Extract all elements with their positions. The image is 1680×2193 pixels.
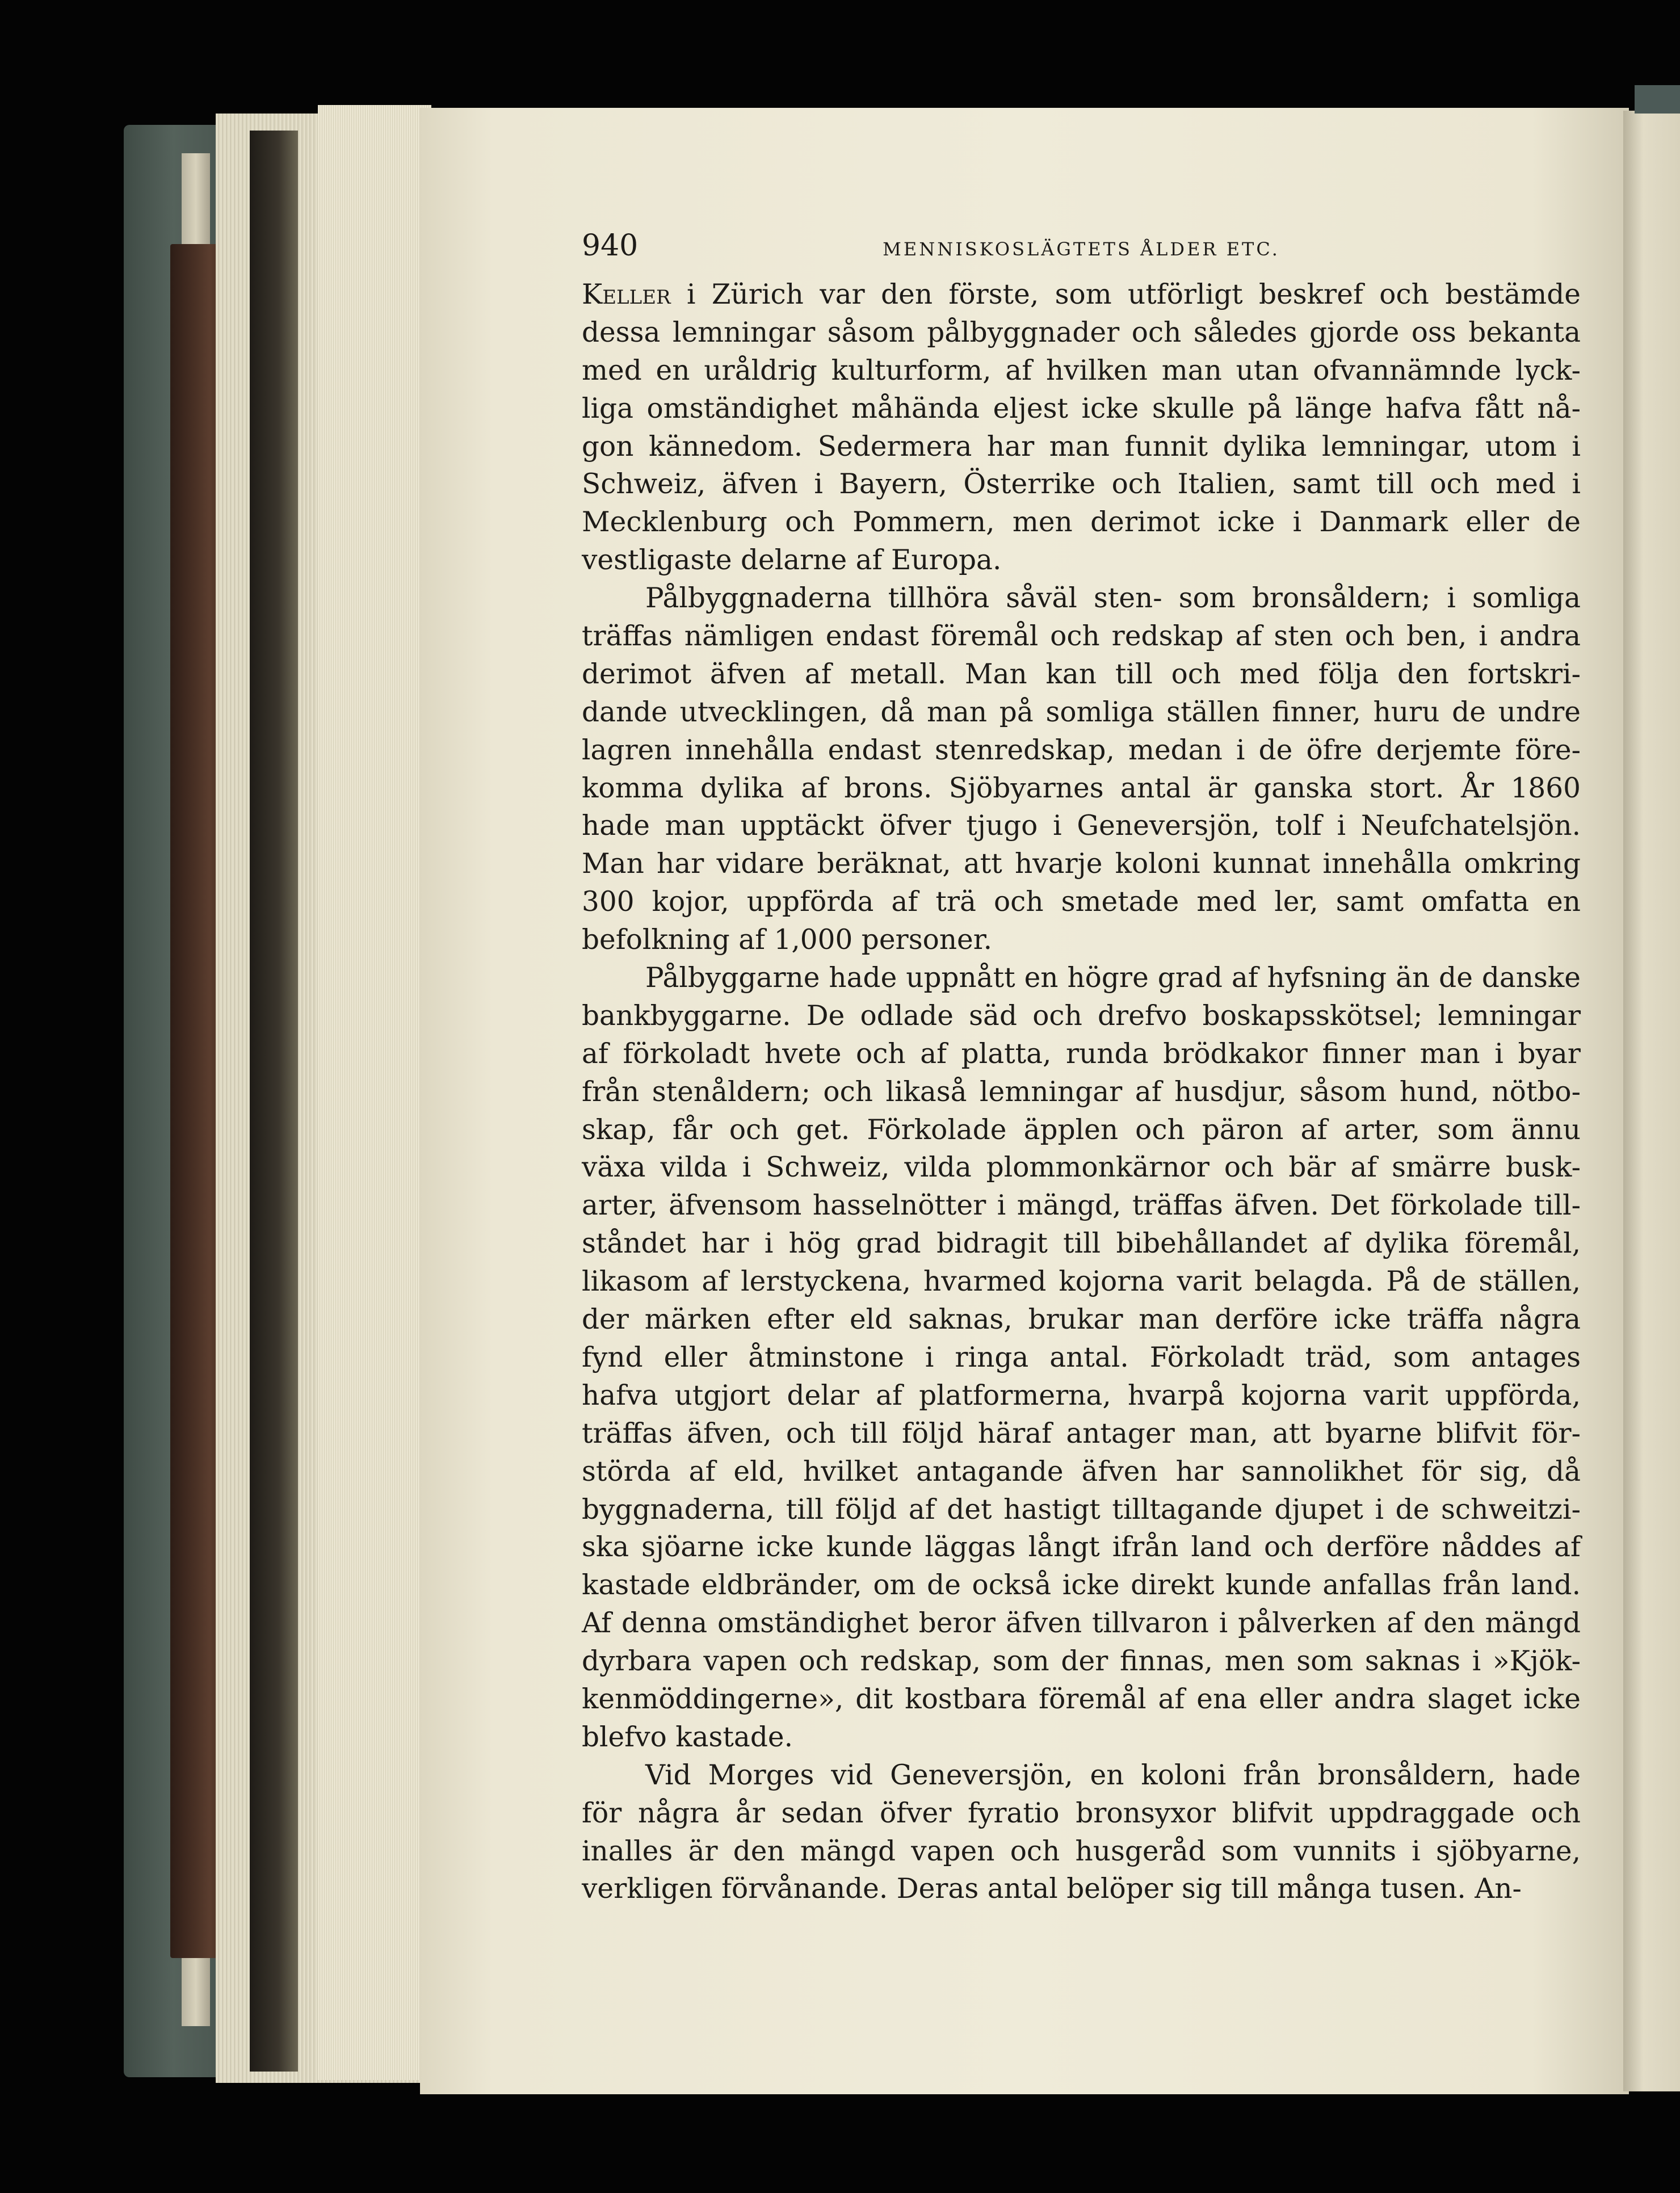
line-text: träffas äfven, och till följd häraf antager man, att byarne blifvit för-: [582, 1417, 1581, 1450]
line-text: hade man upptäckt öfver tjugo i Geneversjön, tolf i Neufchatelsjön.: [582, 810, 1581, 842]
line-text: gon kännedom. Sedermera har man funnit dylika lemningar, utom i: [582, 430, 1581, 463]
text-line: [582, 997, 1581, 1035]
line-text: störda af eld, hvilket antagande äfven har sannolikhet för sig, då: [582, 1455, 1581, 1488]
text-line: [582, 1415, 1581, 1453]
text-line: [582, 465, 1581, 503]
line-text: kastade eldbränder, om de också icke direkt kunde anfallas från land.: [582, 1569, 1581, 1602]
text-line: [582, 1604, 1581, 1642]
line-text: i Zürich var den förste, som utförligt beskref och bestämde: [670, 279, 1581, 310]
line-text: Vid Morges vid Geneversjön, en koloni från bronsåldern, hade: [645, 1759, 1581, 1791]
text-line: [582, 770, 1581, 808]
page-stack-edges: [318, 105, 431, 2080]
line-text: växa vilda i Schweiz, vilda plommonkärnor och bär af smärre busk-: [582, 1152, 1581, 1184]
line-text: verkligen förvånande. Deras antal belöper sig till många tusen. An-: [582, 1873, 1522, 1905]
line-text: lagren innehålla endast stenredskap, medan i de öfre derjemte före-: [582, 734, 1581, 766]
line-text: Af denna omständighet beror äfven tillvaron i pålverken af den mängd: [582, 1607, 1581, 1640]
text-line: [582, 1491, 1581, 1529]
text-line: [582, 390, 1581, 428]
text-line: [582, 1111, 1581, 1149]
line-text: Man har vidare beräknat, att hvarje koloni kunnat innehålla omkring: [582, 848, 1581, 880]
line-text: för några år sedan öfver fyratio bronsyxor blifvit uppdraggade och: [582, 1797, 1581, 1829]
paragraph: [582, 276, 1581, 579]
text-line: [582, 1566, 1581, 1604]
text-line: [582, 883, 1581, 921]
line-text: med en uråldrig kulturform, af hvilken man utan ofvannämnde lyck-: [582, 354, 1581, 386]
line-text: likasom af lerstyckena, hvarmed kojorna varit belagda. På de ställen,: [582, 1266, 1581, 1298]
text-line: [582, 1187, 1581, 1225]
line-text: Schweiz, äfven i Bayern, Österrike och Italien, samt till och med i: [582, 468, 1581, 501]
text-line: [582, 276, 1581, 314]
book-cover-right: [1635, 85, 1680, 114]
text-line: [582, 1149, 1581, 1187]
text-line: [582, 579, 1581, 617]
text-line: [582, 1073, 1581, 1111]
line-text: ståndet har i hög grad bidragit till bibehållandet af dylika föremål,: [582, 1228, 1581, 1260]
line-text: dyrbara vapen och redskap, som der finnas, men som saknas i »Kjök-: [582, 1645, 1581, 1678]
page-number: 940: [582, 229, 639, 263]
line-text: kenmöddingerne», dit kostbara föremål af ena eller andra slaget icke: [582, 1683, 1581, 1715]
running-head: [582, 226, 1581, 266]
line-text: komma dylika af brons. Sjöbyarnes antal är ganska stort. År 1860: [582, 772, 1581, 804]
text-line: [582, 1528, 1581, 1566]
text-line: [582, 503, 1581, 541]
line-text: Mecklenburg och Pommern, men derimot icke i Danmark eller de: [582, 506, 1581, 539]
text-line: [582, 1377, 1581, 1415]
text-line: [582, 1339, 1581, 1377]
line-text: befolkning af 1,000 personer.: [582, 924, 993, 956]
page-text: [582, 226, 1581, 1908]
page-stack-shadow: [250, 131, 298, 2072]
text-line: [582, 428, 1581, 466]
author-name: Keller: [582, 279, 671, 310]
line-text: 300 kojor, uppförda af trä och smetade med ler, samt omfatta en: [582, 886, 1581, 918]
facing-page-edge: [1623, 111, 1680, 2091]
line-text: Pålbyggnaderna tillhöra såväl sten- som bronsåldern; i somliga: [645, 582, 1581, 615]
line-text: från stenåldern; och likaså lemningar af husdjur, såsom hund, nötbo-: [582, 1076, 1581, 1108]
line-text: bankbyggarne. De odlade säd och drefvo boskapsskötsel; lemningar: [582, 999, 1581, 1032]
text-line: [582, 1757, 1581, 1795]
running-head-title: MENNISKOSLÄGTETS ÅLDER ETC.: [883, 238, 1280, 260]
text-line: [582, 1870, 1581, 1908]
line-text: Pålbyggarne hade uppnått en högre grad af hyfsning än de danske: [645, 962, 1581, 994]
line-text: liga omständighet måhända eljest icke skulle på länge hafva fått nå-: [582, 392, 1581, 425]
line-text: der märken efter eld saknas, brukar man derföre icke träffa några: [582, 1304, 1581, 1336]
text-line: [582, 541, 1581, 579]
paragraph: [582, 579, 1581, 959]
text-line: [582, 845, 1581, 883]
text-line: [582, 352, 1581, 390]
paragraph: [582, 1757, 1581, 1909]
line-text: vestligaste delarne af Europa.: [582, 544, 1002, 577]
line-text: dessa lemningar såsom pålbyggnader och således gjorde oss bekanta: [582, 316, 1581, 348]
text-line: [582, 1453, 1581, 1491]
line-text: dande utvecklingen, då man på somliga ställen finner, huru de undre: [582, 696, 1581, 728]
text-line: [582, 617, 1581, 656]
line-text: träffas nämligen endast föremål och redskap af sten och ben, i andra: [582, 620, 1581, 653]
text-line: [582, 1301, 1581, 1339]
text-line: [582, 694, 1581, 732]
text-line: [582, 1263, 1581, 1301]
text-line: [582, 807, 1581, 845]
text-line: [582, 1642, 1581, 1681]
text-line: [582, 1681, 1581, 1719]
text-line: [582, 1833, 1581, 1871]
text-line: [582, 1035, 1581, 1073]
text-line: [582, 314, 1581, 352]
body-text: [582, 276, 1581, 1908]
text-line: [582, 1225, 1581, 1263]
line-text: ska sjöarne icke kunde läggas långt ifrån land och derföre nåddes af: [582, 1531, 1581, 1564]
text-line: [582, 921, 1581, 959]
text-line: [582, 1719, 1581, 1757]
text-line: [582, 959, 1581, 997]
line-text: inalles är den mängd vapen och husgeråd som vunnits i sjöbyarne,: [582, 1835, 1581, 1867]
line-text: hafva utgjort delar af platformerna, hvarpå kojorna varit uppförda,: [582, 1379, 1581, 1411]
line-text: af förkoladt hvete och af platta, runda brödkakor finner man i byar: [582, 1037, 1581, 1070]
line-text: skap, får och get. Förkolade äpplen och päron af arter, som ännu: [582, 1114, 1581, 1146]
text-line: [582, 1795, 1581, 1833]
line-text: byggnaderna, till följd af det hastigt tilltagande djupet i de schweitzi-: [582, 1493, 1581, 1526]
text-line: [582, 656, 1581, 694]
line-text: derimot äfven af metall. Man kan till och med följa den fortskri-: [582, 658, 1581, 690]
text-line: [582, 732, 1581, 770]
line-text: fynd eller åtminstone i ringa antal. Förkoladt träd, som antages: [582, 1341, 1581, 1373]
paragraph: [582, 959, 1581, 1757]
line-text: arter, äfvensom hasselnötter i mängd, träffas äfven. Det förkolade till-: [582, 1190, 1581, 1222]
line-text: blefvo kastade.: [582, 1721, 793, 1753]
